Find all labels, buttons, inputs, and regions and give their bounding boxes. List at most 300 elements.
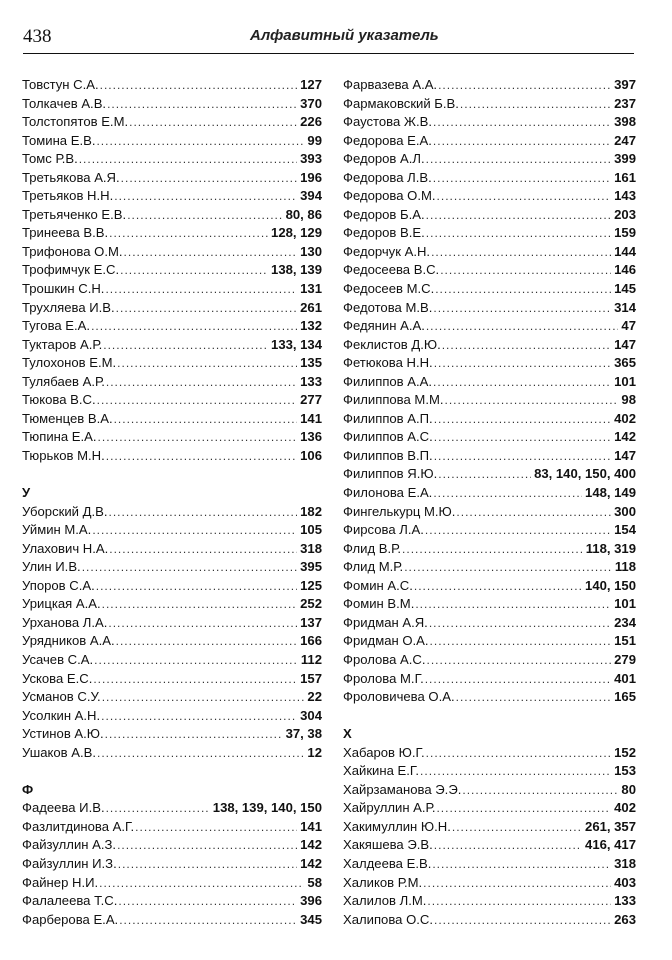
author-name: Томина Е.В. <box>22 132 96 148</box>
author-name: Федосеев М.С. <box>343 281 435 297</box>
index-entry <box>22 799 322 818</box>
index-entry <box>343 428 636 447</box>
author-name: Халилов Л.М. <box>343 893 427 909</box>
dot-leader <box>99 874 304 893</box>
index-entry <box>22 744 322 763</box>
page-references: 125 <box>300 577 322 593</box>
page-references: 144 <box>614 243 636 259</box>
dot-leader <box>433 373 611 392</box>
dot-leader <box>456 688 612 707</box>
dot-leader <box>117 836 297 855</box>
author-name: Толстопятов Е.М. <box>22 114 129 130</box>
author-name: Упоров С.А. <box>22 577 95 593</box>
author-name: Устинов А.Ю. <box>22 726 104 742</box>
page-references: 143 <box>614 188 636 204</box>
dot-leader <box>114 187 297 206</box>
dot-leader <box>460 95 611 114</box>
dot-leader <box>414 577 582 596</box>
dot-leader <box>116 632 298 651</box>
index-entry <box>22 280 322 299</box>
index-entry <box>343 113 636 132</box>
page-references: 131 <box>300 281 322 297</box>
page-references: 318 <box>614 855 636 871</box>
dot-leader <box>402 540 583 559</box>
page-references: 99 <box>307 132 322 148</box>
author-name: Фармаковский Б.В. <box>343 95 459 111</box>
author-name: Урханова Л.А. <box>22 614 108 630</box>
dot-leader <box>124 243 298 262</box>
index-entry <box>22 317 322 336</box>
index-entry <box>343 762 636 781</box>
author-name: Филиппов А.С. <box>343 429 433 445</box>
page-references: 300 <box>614 503 636 519</box>
author-name: Уборский Д.В. <box>22 503 108 519</box>
page-references: 318 <box>300 540 322 556</box>
dot-leader <box>118 892 297 911</box>
index-column-left <box>22 76 322 929</box>
header-rule <box>23 53 634 54</box>
index-entry <box>343 465 636 484</box>
dot-leader <box>433 132 611 151</box>
dot-leader <box>121 169 297 188</box>
dot-leader <box>109 224 268 243</box>
section-letter-heading: Ф <box>22 781 34 797</box>
index-entry <box>343 261 636 280</box>
dot-leader <box>129 113 297 132</box>
page-references: 142 <box>300 837 322 853</box>
page-references: 145 <box>614 281 636 297</box>
dot-leader <box>91 317 297 336</box>
page-references: 148, 149 <box>585 485 636 501</box>
page-references: 234 <box>614 614 636 630</box>
index-entry <box>343 540 636 559</box>
dot-leader <box>425 521 611 540</box>
author-name: Тугова Е.А. <box>22 318 91 334</box>
index-entry <box>343 373 636 392</box>
page-references: 261 <box>300 299 322 315</box>
author-name: Фирсова Л.А. <box>343 522 424 538</box>
index-entry <box>343 781 636 800</box>
index-entry <box>343 187 636 206</box>
index-entry <box>343 447 636 466</box>
author-name: Хакимуллин Ю.Н. <box>343 818 451 834</box>
dot-leader <box>119 911 297 930</box>
page-references: 263 <box>614 911 636 927</box>
dot-leader <box>96 132 304 151</box>
page-references: 118 <box>614 559 636 575</box>
dot-leader <box>435 280 611 299</box>
index-entry <box>22 410 322 429</box>
index-entry <box>343 651 636 670</box>
dot-leader <box>92 521 297 540</box>
page-references: 152 <box>614 744 636 760</box>
index-entry <box>22 336 322 355</box>
page-references: 133 <box>614 893 636 909</box>
dot-leader <box>433 484 582 503</box>
author-name: Тулябаев А.Р. <box>22 373 105 389</box>
page-references: 118, 319 <box>585 540 636 556</box>
index-entry <box>22 707 322 726</box>
index-entry <box>22 892 322 911</box>
author-name: Федянин А.А. <box>343 318 425 334</box>
author-name: Халипова О.С. <box>343 911 433 927</box>
dot-leader <box>118 855 297 874</box>
page-references: 153 <box>614 763 636 779</box>
dot-leader <box>436 799 611 818</box>
dot-leader <box>117 354 297 373</box>
index-entry <box>22 447 322 466</box>
author-name: Филиппов Я.Ю. <box>343 466 438 482</box>
author-name: Филиппова М.М. <box>343 392 444 408</box>
dot-leader <box>423 874 611 893</box>
index-column-right <box>343 76 636 929</box>
author-name: Флид В.Р. <box>343 540 402 556</box>
index-entry <box>343 336 636 355</box>
index-entry <box>343 132 636 151</box>
dot-leader <box>426 317 619 336</box>
author-name: Хайкина Е.Г. <box>343 763 420 779</box>
index-entry <box>22 595 322 614</box>
dot-leader <box>109 503 298 522</box>
page-references: 279 <box>614 651 636 667</box>
index-entry <box>22 373 322 392</box>
page-references: 137 <box>300 614 322 630</box>
dot-leader <box>415 595 611 614</box>
author-name: Федорчук А.Н. <box>343 243 431 259</box>
author-name: Третьяченко Е.В. <box>22 206 127 222</box>
dot-leader <box>438 76 611 95</box>
index-entry <box>22 299 322 318</box>
author-name: Фридман А.Я. <box>343 614 428 630</box>
index-entry <box>22 261 322 280</box>
author-name: Фалалеева Т.С. <box>22 893 118 909</box>
dot-leader <box>127 206 282 225</box>
dot-leader <box>93 670 297 689</box>
dot-leader <box>82 558 297 577</box>
page-references: 203 <box>614 206 636 222</box>
author-name: Файнер Н.И. <box>22 874 99 890</box>
page-references: 261, 357 <box>585 818 636 834</box>
index-entry <box>22 577 322 596</box>
index-entry <box>343 744 636 763</box>
dot-leader <box>426 744 611 763</box>
dot-leader <box>434 410 611 429</box>
author-name: Федосеева В.С. <box>343 262 440 278</box>
dot-leader <box>114 410 298 429</box>
author-name: Фаустова Ж.В. <box>343 114 432 130</box>
author-name: Товстун С.А. <box>22 77 99 92</box>
dot-leader <box>102 595 298 614</box>
page-references: 80 <box>621 781 636 797</box>
page-references: 314 <box>614 299 636 315</box>
author-name: Халдеева Е.В. <box>343 855 432 871</box>
index-entry <box>343 688 636 707</box>
author-name: Фомин А.С. <box>343 577 413 593</box>
index-entry <box>22 354 322 373</box>
index-entry <box>22 540 322 559</box>
dot-leader <box>98 428 298 447</box>
dot-leader <box>105 725 283 744</box>
author-name: Федоров В.Е. <box>343 225 425 241</box>
page-references: 394 <box>300 188 322 204</box>
index-entry <box>22 187 322 206</box>
author-name: Фарвазева А.А. <box>343 77 438 92</box>
dot-leader <box>101 707 297 726</box>
dot-leader <box>116 299 297 318</box>
dot-leader <box>426 150 612 169</box>
index-entry <box>343 836 636 855</box>
author-name: Тюменцев В.А. <box>22 410 113 426</box>
page-references: 252 <box>300 596 322 612</box>
author-name: Федоров Б.А. <box>343 206 425 222</box>
dot-leader <box>420 762 611 781</box>
page-references: 393 <box>300 151 322 167</box>
dot-leader <box>102 688 305 707</box>
page-references: 403 <box>614 874 636 890</box>
page-references: 147 <box>614 447 636 463</box>
dot-leader <box>440 261 611 280</box>
index-entry <box>343 224 636 243</box>
page-references: 402 <box>614 410 636 426</box>
section-letter-heading: У <box>22 485 31 501</box>
dot-leader <box>433 169 611 188</box>
index-entry <box>343 818 636 837</box>
index-entry <box>22 169 322 188</box>
author-name: Федорова Е.А. <box>343 132 432 148</box>
index-entry <box>343 632 636 651</box>
author-name: Фролова М.Г. <box>343 670 424 686</box>
index-entry <box>343 410 636 429</box>
page-references: 399 <box>614 151 636 167</box>
section-gap <box>22 762 322 781</box>
author-name: Трошкин С.Н. <box>22 281 105 297</box>
author-name: Туктаров А.Р. <box>22 336 103 352</box>
page-references: 80, 86 <box>285 206 322 222</box>
author-name: Федоров А.Л. <box>343 151 425 167</box>
author-name: Третьякова А.Я. <box>22 169 120 185</box>
page-references: 132 <box>300 318 322 334</box>
page-references: 277 <box>300 392 322 408</box>
index-entry <box>22 818 322 837</box>
index-entry <box>343 317 636 336</box>
section-gap <box>343 707 636 726</box>
index-entry <box>343 169 636 188</box>
dot-leader <box>404 558 612 577</box>
page-references: 133, 134 <box>271 336 322 352</box>
author-name: Улин И.В. <box>22 559 81 575</box>
dot-leader <box>135 818 297 837</box>
page-references: 165 <box>614 689 636 705</box>
dot-leader <box>427 892 611 911</box>
author-name: Филонова Е.А. <box>343 485 433 501</box>
index-entry <box>22 855 322 874</box>
index-entry <box>22 132 322 151</box>
index-entry <box>22 521 322 540</box>
page-references: 101 <box>614 596 636 612</box>
index-entry <box>22 558 322 577</box>
index-entry <box>343 280 636 299</box>
page-references: 127 <box>300 77 322 92</box>
dot-leader <box>434 428 611 447</box>
index-entry <box>22 150 322 169</box>
page-references: 345 <box>300 911 322 927</box>
author-name: Федорова Л.В. <box>343 169 432 185</box>
running-title: Алфавитный указатель <box>250 27 439 44</box>
dot-leader <box>426 224 611 243</box>
author-name: Фролова А.С. <box>343 651 426 667</box>
author-name: Хакяшева Э.В. <box>343 837 433 853</box>
page-references: 370 <box>300 95 322 111</box>
page-references: 395 <box>300 559 322 575</box>
index-entry <box>343 670 636 689</box>
dot-leader <box>109 540 297 559</box>
author-name: Фадеева И.В. <box>22 800 105 816</box>
page-references: 159 <box>614 225 636 241</box>
author-name: Трифонова О.М. <box>22 243 123 259</box>
index-entry <box>22 76 322 95</box>
author-name: Трофимчук Е.С. <box>22 262 120 278</box>
index-entry <box>22 224 322 243</box>
index-entry <box>22 874 322 893</box>
page-references: 147 <box>614 336 636 352</box>
dot-leader <box>437 187 612 206</box>
dot-leader <box>108 614 297 633</box>
dot-leader <box>456 503 611 522</box>
page-number: 438 <box>23 26 52 47</box>
index-entry <box>343 911 636 930</box>
author-name: Фетюкова Н.Н. <box>343 355 433 371</box>
author-name: Толкачев А.В. <box>22 95 107 111</box>
dot-leader <box>434 836 582 855</box>
author-name: Фомин В.М. <box>343 596 415 612</box>
author-name: Филиппов В.П. <box>343 447 433 463</box>
author-name: Файзуллин И.З. <box>22 855 117 871</box>
index-entry <box>343 799 636 818</box>
author-name: Улахович Н.А. <box>22 540 109 556</box>
index-entry <box>22 428 322 447</box>
index-entry <box>22 206 322 225</box>
author-name: Хайрзаманова Э.Э. <box>343 781 462 797</box>
author-name: Фроловичева О.А. <box>343 689 455 705</box>
author-name: Федотова М.В. <box>343 299 433 315</box>
author-name: Тюрьков М.Н. <box>22 447 105 463</box>
page-references: 47 <box>621 318 636 334</box>
dot-leader <box>430 632 612 651</box>
page-references: 101 <box>614 373 636 389</box>
page-references: 226 <box>300 114 322 130</box>
page-references: 401 <box>614 670 636 686</box>
index-entry <box>22 836 322 855</box>
index-entry <box>343 150 636 169</box>
index-entry <box>343 503 636 522</box>
dot-leader <box>97 391 298 410</box>
dot-leader <box>100 76 298 95</box>
index-entry <box>22 651 322 670</box>
author-name: Файзуллин А.З. <box>22 837 117 853</box>
page-references: 365 <box>614 355 636 371</box>
page-references: 416, 417 <box>585 837 636 853</box>
author-name: Уймин М.А. <box>22 522 92 538</box>
author-name: Усманов С.У. <box>22 689 101 705</box>
index-entry <box>343 855 636 874</box>
page-references: 304 <box>300 707 322 723</box>
page-references: 237 <box>614 95 636 111</box>
dot-leader <box>434 354 611 373</box>
index-entry <box>343 484 636 503</box>
index-entry <box>22 503 322 522</box>
index-entry <box>22 113 322 132</box>
author-name: Тулохонов Е.М. <box>22 355 117 371</box>
page-references: 141 <box>300 410 322 426</box>
author-name: Филиппов А.А. <box>343 373 433 389</box>
author-name: Фазлитдинова А.Г. <box>22 818 135 834</box>
page-references: 142 <box>614 429 636 445</box>
index-entry <box>343 874 636 893</box>
index-entry <box>343 299 636 318</box>
index-entry <box>343 76 636 95</box>
dot-leader <box>452 818 582 837</box>
section-letter-heading: Х <box>343 726 352 742</box>
author-name: Фингелькурц М.Ю. <box>343 503 456 519</box>
page-references: 182 <box>300 503 322 519</box>
page-references: 157 <box>300 670 322 686</box>
page-references: 12 <box>307 744 322 760</box>
page-references: 83, 140, 150, 400 <box>534 466 636 482</box>
page-references: 98 <box>621 392 636 408</box>
page-references: 140, 150 <box>585 577 636 593</box>
page-references: 112 <box>300 651 322 667</box>
page-references: 58 <box>307 874 322 890</box>
page-references: 166 <box>300 633 322 649</box>
page-references: 37, 38 <box>285 726 322 742</box>
page-references: 130 <box>300 243 322 259</box>
page-references: 161 <box>614 169 636 185</box>
author-name: Фарберова Е.А. <box>22 911 119 927</box>
index-entry <box>343 391 636 410</box>
dot-leader <box>438 465 531 484</box>
index-entry <box>343 95 636 114</box>
page-references: 398 <box>614 114 636 130</box>
dot-leader <box>107 95 297 114</box>
dot-leader <box>79 150 297 169</box>
page-references: 151 <box>614 633 636 649</box>
author-name: Трухляева И.В. <box>22 299 115 315</box>
page-references: 142 <box>300 855 322 871</box>
author-name: Феклистов Д.Ю. <box>343 336 441 352</box>
index-entry <box>22 95 322 114</box>
dot-leader <box>433 299 611 318</box>
author-name: Урядников А.А. <box>22 633 115 649</box>
dot-leader <box>94 651 298 670</box>
dot-leader <box>97 744 304 763</box>
page-references: 196 <box>300 169 322 185</box>
dot-leader <box>106 447 297 466</box>
page-references: 105 <box>300 522 322 538</box>
page-references: 133 <box>300 373 322 389</box>
page-references: 141 <box>300 818 322 834</box>
author-name: Флид М.Р. <box>343 559 404 575</box>
author-name: Федорова О.М. <box>343 188 436 204</box>
author-name: Хайруллин А.Р. <box>343 800 436 816</box>
author-name: Ушаков А.В. <box>22 744 97 760</box>
dot-leader <box>103 336 268 355</box>
author-name: Урицкая А.А. <box>22 596 101 612</box>
dot-leader <box>434 447 611 466</box>
index-entry <box>343 595 636 614</box>
dot-leader <box>106 373 297 392</box>
dot-leader <box>427 651 612 670</box>
author-name: Филиппов А.П. <box>343 410 433 426</box>
